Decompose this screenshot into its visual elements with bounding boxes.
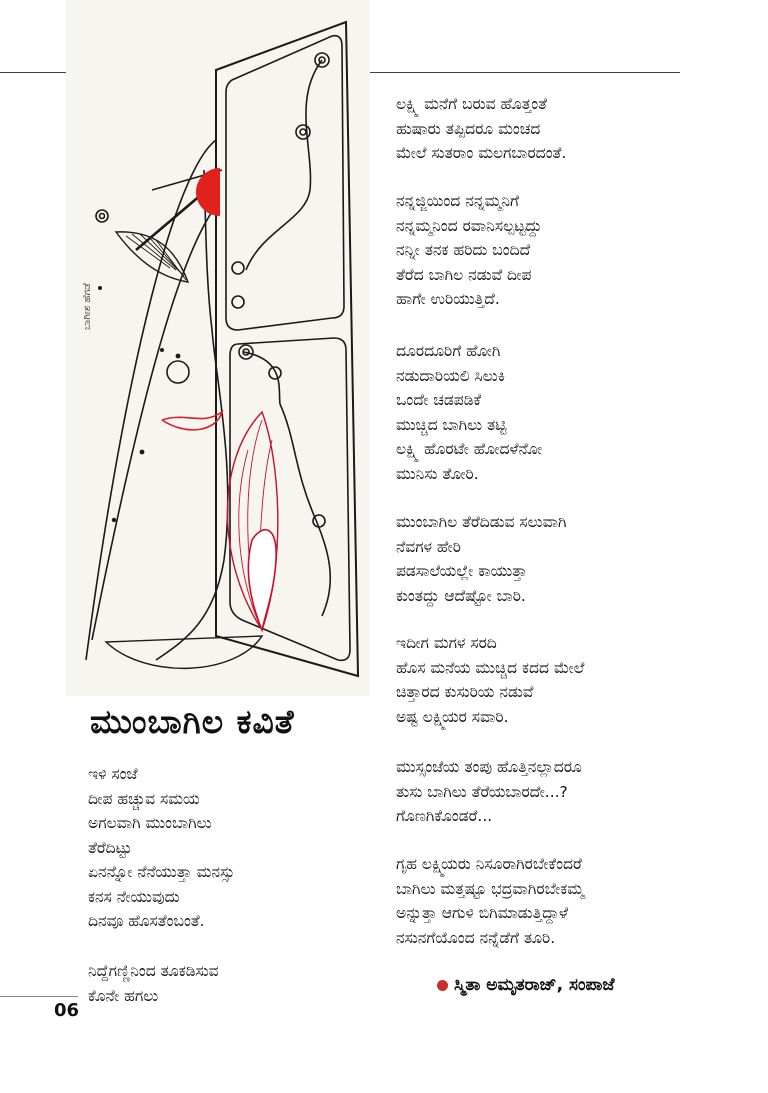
leaf-motif bbox=[116, 232, 188, 282]
poem-line: ಮುಚ್ಚಿದ ಬಾಗಿಲು ತಟ್ಟಿ bbox=[396, 415, 507, 434]
poem-line: ಅನ್ನುತ್ತಾ ಆಗುಳಿ ಬಿಗಿಮಾಡುತ್ತಿದ್ದಾಳೆ bbox=[396, 904, 569, 922]
right-stanza-5 bbox=[396, 631, 584, 729]
swirl-icon bbox=[232, 262, 244, 274]
poem-line: ಮುಂಬಾಗಿಲ ತೆರೆದಿಡುವ ಸಲುವಾಗಿ bbox=[396, 513, 567, 531]
door-upper-panel bbox=[226, 36, 344, 330]
red-sun bbox=[196, 168, 220, 216]
poem-line: ತುಸು ಬಾಗಿಲು ತೆರೆಯಬಾರದೇ...? bbox=[396, 782, 568, 801]
poem-line: ಕನಸ ನೇಯುವುದು bbox=[88, 887, 180, 906]
poem-line: ಲಕ್ಷ್ಮಿ ಹೊರಟೇ ಹೋದಳೆನೋ bbox=[396, 440, 543, 458]
red-lips bbox=[162, 412, 222, 430]
poem-line: ನಡುದಾರಿಯಲಿ ಸಿಲುಕಿ bbox=[396, 366, 505, 385]
poem-line: ಒಂದೇ ಚಡಪಡಿಕೆ bbox=[396, 391, 482, 409]
author-credit bbox=[437, 975, 615, 995]
poem-line: ಕೊನೇ ಹಗಲು bbox=[88, 986, 159, 1005]
left-stanza-1 bbox=[88, 762, 235, 934]
header-rule-right bbox=[370, 72, 680, 73]
poem-line: ಚಿತ್ತಾರದ ಕುಸುರಿಯ ನಡುವೆ bbox=[396, 683, 534, 701]
lamp-bowl bbox=[106, 636, 262, 668]
swirl-icon bbox=[269, 367, 281, 379]
poem-line: ದೀಪ ಹಚ್ಚುವ ಸಮಯ bbox=[88, 789, 200, 808]
swirl-icon bbox=[232, 296, 244, 308]
poem-line: ಮುನಿಸು ತೋರಿ. bbox=[396, 464, 479, 483]
poem-line: ಗೃಹ ಲಕ್ಷ್ಮಿಯರು ನಿಸೂರಾಗಿರಬೇಕೆಂದರೆ bbox=[396, 855, 582, 873]
poem-line: ಕುಂತದ್ದು ಆದೆಷ್ಟೋ ಬಾರಿ. bbox=[396, 586, 526, 605]
poem-line: ತೆರೆದ ಬಾಗಿಲ ನಡುವೆ ದೀಪ bbox=[396, 265, 532, 284]
right-stanza-4 bbox=[396, 510, 567, 608]
poem-line: ಮುಸ್ಸಂಜೆಯ ತಂಪು ಹೊತ್ತಿನಲ್ಲಾದರೂ bbox=[396, 758, 582, 776]
poem-line: ನೆವಗಳ ಹೇರಿ bbox=[396, 537, 461, 556]
left-stanza-2 bbox=[88, 959, 219, 1008]
right-stanza-7 bbox=[396, 852, 584, 950]
poem-title: ಮುಂಬಾಗಿಲ ಕವಿತೆ bbox=[90, 702, 295, 741]
poem-line: ಬಾಗಿಲು ಮತ್ತಷ್ಟೂ ಭದ್ರವಾಗಿರಬೇಕಮ್ಮ bbox=[396, 879, 585, 898]
poem-line: ದೂರದೂರಿಗೆ ಹೋಗಿ bbox=[396, 342, 501, 360]
poem-line: ಮೇಲೆ ಸುತರಾಂ ಮಲಗಬಾರದಂತೆ. bbox=[396, 144, 567, 162]
poem-line: ಗೊಣಗಿಕೊಂಡರೆ... bbox=[396, 807, 493, 825]
poem-line: ನನ್ನಮ್ಮನಿಂದ ರವಾನಿಸಲ್ಪಟ್ಟದ್ದು bbox=[396, 216, 542, 235]
poem-line: ನಿದ್ದೆಗಣ್ಣಿನಿಂದ ತೂಕಡಿಸುವ bbox=[88, 962, 219, 980]
right-stanza-2 bbox=[396, 189, 542, 312]
poem-line: ದಿನವೂ ಹೊಸತೆಂಬಂತೆ. bbox=[88, 912, 205, 930]
right-stanza-1 bbox=[396, 92, 566, 166]
author-name: ಸ್ಮಿತಾ ಅಮೃತರಾಜ್, ಸಂಪಾಜೆ bbox=[454, 975, 615, 995]
right-stanza-6 bbox=[396, 755, 582, 829]
poem-line: ಹುಷಾರು ತಪ್ಪಿದರೂ ಮಂಚದ bbox=[396, 119, 541, 138]
poem-line: ತೆರೆದಿಟ್ಟು bbox=[88, 838, 132, 857]
swirl-icon bbox=[313, 515, 325, 527]
poem-line: ಲಕ್ಷ್ಮಿ ಮನೆಗೆ ಬರುವ ಹೊತ್ತಂತೆ bbox=[396, 95, 548, 113]
bullet-icon bbox=[437, 980, 448, 991]
artist-signature: ಬಾಗೀಶ ಹೆಗಡೆ bbox=[82, 283, 93, 330]
poem-line: ಹೊಸ ಮನೆಯ ಮುಚ್ಚಿದ ಕದದ ಮೇಲೆ bbox=[396, 658, 585, 677]
poem-line: ಏನನ್ನೋ ನೆನೆಯುತ್ತಾ ಮನಸ್ಸು bbox=[88, 863, 235, 881]
door-illustration bbox=[66, 0, 370, 696]
swirl-icon bbox=[296, 125, 310, 139]
poem-line: ನನ್ನೀ ತನಕ ಹರಿದು ಬಂದಿದೆ bbox=[396, 241, 531, 259]
footer-rule bbox=[0, 996, 78, 997]
poem-line: ಇಳಿ ಸಂಜೆ bbox=[88, 765, 138, 783]
poem-line: ನಸುನಗೆಯೊಂದ ನನ್ನೆಡೆಗೆ ತೂರಿ. bbox=[396, 928, 556, 947]
poem-line: ನನ್ನಜ್ಜಿಯಿಂದ ನನ್ನಮ್ಮನಿಗೆ bbox=[396, 192, 520, 210]
poem-line: ಹಾಗೇ ಉರಿಯುತ್ತಿದೆ. bbox=[396, 290, 500, 308]
right-stanza-3 bbox=[396, 339, 542, 486]
poem-line: ಅಗಲವಾಗಿ ಮುಂಬಾಗಿಲು bbox=[88, 814, 212, 832]
header-rule-left bbox=[0, 72, 66, 73]
poem-line: ಇದೀಗ ಮಗಳ ಸರದಿ bbox=[396, 634, 497, 652]
poem-line: ಅಷ್ಟ ಲಕ್ಷ್ಮಿಯರ ಸವಾರಿ. bbox=[396, 707, 509, 726]
poem-line: ಪಡಸಾಲೆಯಲ್ಲೇ ಕಾಯುತ್ತಾ bbox=[396, 562, 528, 580]
page-number: 06 bbox=[54, 1000, 80, 1021]
